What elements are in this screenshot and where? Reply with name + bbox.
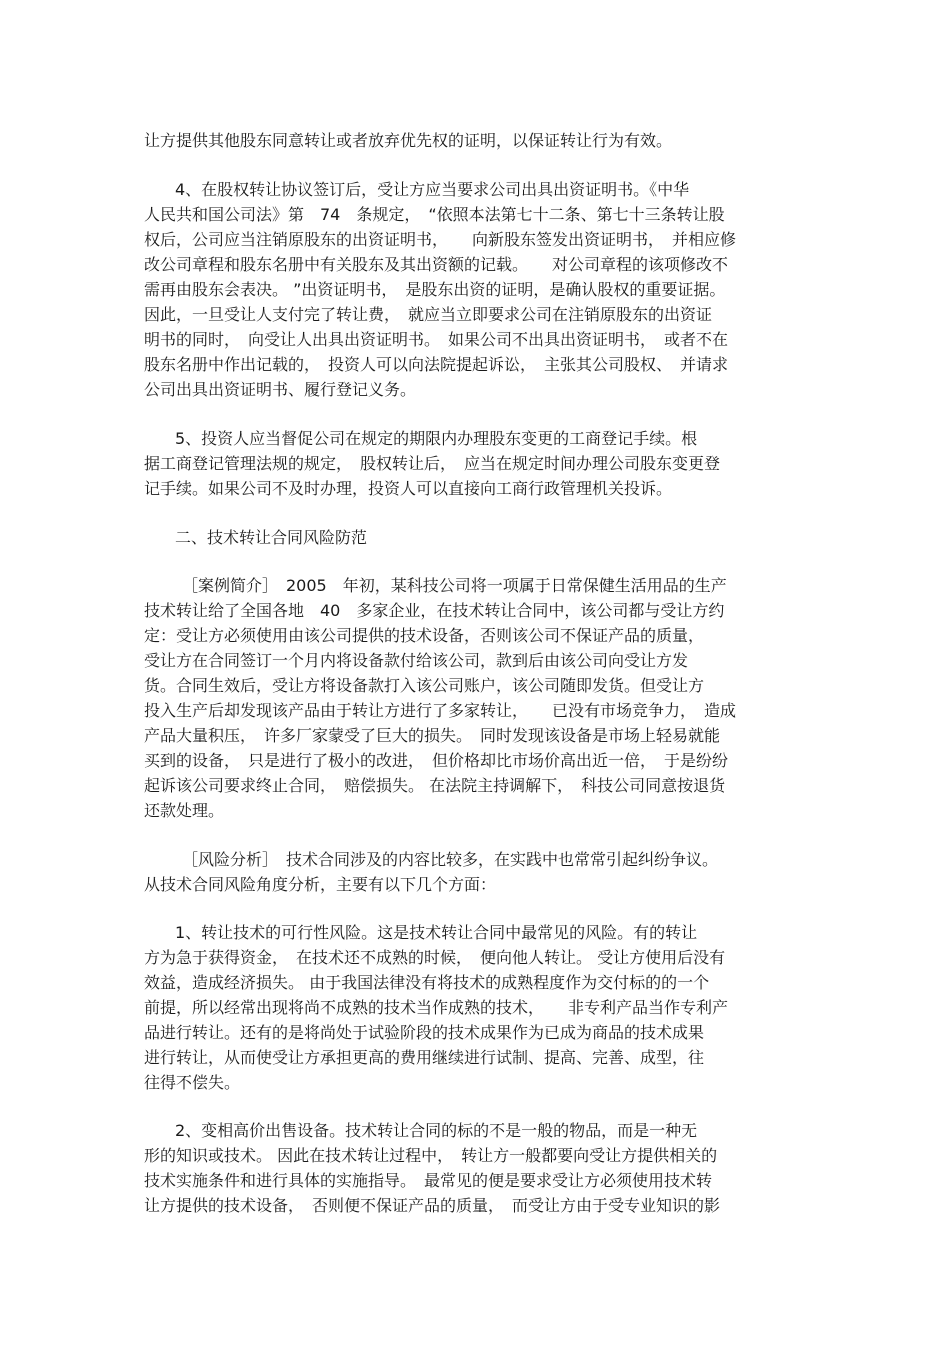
text-line: 公司出具出资证明书、履行登记义务。	[144, 380, 417, 399]
text-line: 货。合同生效后，受让方将设备款打入该公司账户，该公司随即发货。但受让方	[144, 676, 705, 695]
text-line: 5、投资人应当督促公司在规定的期限内办理股东变更的工商登记手续。根	[175, 429, 698, 448]
text-line: 因此，一旦受让人支付完了转让费， 就应当立即要求公司在注销原股东的出资证	[144, 305, 713, 324]
text-line: 股东名册中作出记载的， 投资人可以向法院提起诉讼， 主张其公司股权、 并请求	[144, 355, 729, 374]
text-line: 往得不偿失。	[144, 1073, 241, 1092]
text-line: 还款处理。	[144, 801, 225, 820]
text-line: 受让方在合同签订一个月内将设备款付给该公司，款到后由该公司向受让方发	[144, 651, 689, 670]
text-line: 从技术合同风险角度分析，主要有以下几个方面：	[144, 875, 497, 894]
text-line: 起诉该公司要求终止合同， 赔偿损失。 在法院主持调解下， 科技公司同意按退货	[144, 776, 726, 795]
text-line: 4、在股权转让协议签订后，受让方应当要求公司出具出资证明书。《中华	[175, 180, 690, 199]
text-line: 形的知识或技术。 因此在技术转让过程中， 转让方一般都要向受让方提供相关的	[144, 1146, 718, 1165]
text-line: 人民共和国公司法》第 74 条规定， “依照本法第七十二条、第七十三条转让股	[144, 205, 725, 224]
text-line: 技术转让给了全国各地 40 多家企业，在技术转让合同中，该公司都与受让方约	[144, 601, 725, 620]
text-line: 需再由股东会表决。 ”出资证明书， 是股东出资的证明，是确认股权的重要证据。	[144, 280, 726, 299]
text-line: 让方提供的技术设备， 否则便不保证产品的质量， 而受让方由于受专业知识的影	[144, 1196, 721, 1215]
text-line: 据工商登记管理法规的规定， 股权转让后， 应当在规定时间办理公司股东变更登	[144, 454, 721, 473]
section-heading: 二、技术转让合同风险防范	[175, 528, 368, 547]
text-line: 记手续。如果公司不及时办理，投资人可以直接向工商行政管理机关投诉。	[144, 479, 673, 498]
text-line: 前提，所以经常出现将尚不成熟的技术当作成熟的技术， 非专利产品当作专利产	[144, 998, 729, 1017]
text-line: 定：受让方必须使用由该公司提供的技术设备，否则该公司不保证产品的质量，	[144, 626, 705, 645]
text-line: 权后，公司应当注销原股东的出资证明书， 向新股东签发出资证明书， 并相应修	[144, 230, 737, 249]
text-line: 让方提供其他股东同意转让或者放弃优先权的证明，以保证转让行为有效。	[144, 131, 673, 150]
text-line: ［案例简介］ 2005 年初，某科技公司将一项属于日常保健生活用品的生产	[182, 576, 727, 595]
text-line: 买到的设备， 只是进行了极小的改进， 但价格却比市场价高出近一倍， 于是纷纷	[144, 751, 729, 770]
text-line: 2、变相高价出售设备。技术转让合同的标的不是一般的物品，而是一种无	[175, 1121, 698, 1140]
text-line: 改公司章程和股东名册中有关股东及其出资额的记载。 对公司章程的该项修改不	[144, 255, 729, 274]
text-line: 方为急于获得资金， 在技术还不成熟的时候， 便向他人转让。 受让方使用后没有	[144, 948, 726, 967]
text-line: 投入生产后却发现该产品由于转让方进行了多家转让， 已没有市场竞争力， 造成	[144, 701, 737, 720]
text-line: 效益，造成经济损失。 由于我国法律没有将技术的成熟程度作为交付标的的一个	[144, 973, 710, 992]
text-line: 技术实施条件和进行具体的实施指导。 最常见的便是要求受让方必须使用技术转	[144, 1171, 713, 1190]
text-line: 品进行转让。还有的是将尚处于试验阶段的技术成果作为已成为商品的技术成果	[144, 1023, 705, 1042]
text-line: 进行转让，从而使受让方承担更高的费用继续进行试制、提高、完善、成型，往	[144, 1048, 705, 1067]
text-line: 产品大量积压， 许多厂家蒙受了巨大的损失。 同时发现该设备是市场上轻易就能	[144, 726, 721, 745]
text-line: 1、转让技术的可行性风险。这是技术转让合同中最常见的风险。有的转让	[175, 923, 698, 942]
text-line: 明书的同时， 向受让人出具出资证明书。 如果公司不出具出资证明书， 或者不在	[144, 330, 729, 349]
text-line: ［风险分析］ 技术合同涉及的内容比较多，在实践中也常常引起纠纷争议。	[182, 850, 719, 869]
